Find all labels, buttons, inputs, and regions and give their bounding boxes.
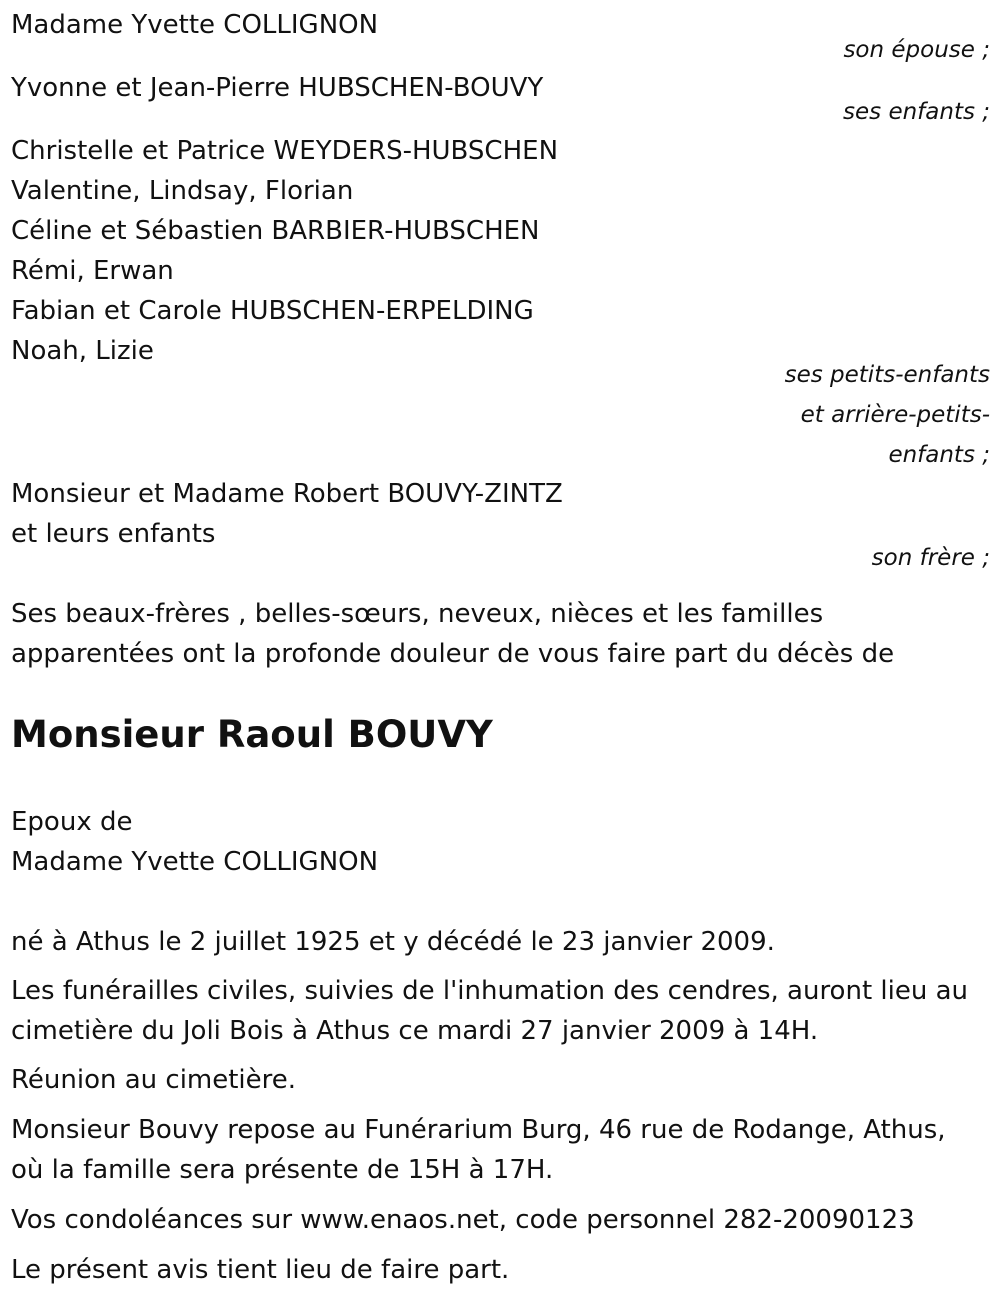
deceased-name: Monsieur Raoul BOUVY xyxy=(11,713,493,756)
children-relation: ses enfants ; xyxy=(843,99,990,125)
grandchildren-line-1: Christelle et Patrice WEYDERS-HUBSCHEN xyxy=(11,136,559,166)
funeral-line-2: cimetière du Joli Bois à Athus ce mardi 27 janvier 2009 à 14H. xyxy=(11,1016,819,1046)
grandchildren-relation-1: ses petits-enfants xyxy=(784,362,990,388)
funeral-line-1: Les funérailles civiles, suivies de l'inhumation des cendres, auront lieu au xyxy=(11,976,968,1006)
grandchildren-line-4: Rémi, Erwan xyxy=(11,256,174,286)
condolences-text: Vos condoléances sur www.enaos.net, code personnel 282-20090123 xyxy=(11,1205,915,1235)
brother-line-2: et leurs enfants xyxy=(11,519,216,549)
notice-text: Le présent avis tient lieu de faire part. xyxy=(11,1255,510,1285)
repose-line-2: où la famille sera présente de 15H à 17H. xyxy=(11,1155,554,1185)
spouse-relation: son épouse ; xyxy=(843,37,990,63)
grandchildren-line-5: Fabian et Carole HUBSCHEN-ERPELDING xyxy=(11,296,534,326)
extended-family-line-1: Ses beaux-frères , belles-sœurs, neveux, nièces et les familles xyxy=(11,599,824,629)
spouse-name: Madame Yvette COLLIGNON xyxy=(11,10,379,40)
reunion-text: Réunion au cimetière. xyxy=(11,1065,297,1095)
repose-line-1: Monsieur Bouvy repose au Funérarium Burg, 46 rue de Rodange, Athus, xyxy=(11,1115,946,1145)
extended-family-line-2: apparentées ont la profonde douleur de vous faire part du décès de xyxy=(11,639,895,669)
brother-relation: son frère ; xyxy=(871,545,990,571)
brother-line-1: Monsieur et Madame Robert BOUVY-ZINTZ xyxy=(11,479,563,509)
grandchildren-relation-3: enfants ; xyxy=(888,442,990,468)
grandchildren-line-6: Noah, Lizie xyxy=(11,336,154,366)
grandchildren-line-3: Céline et Sébastien BARBIER-HUBSCHEN xyxy=(11,216,540,246)
children-name: Yvonne et Jean-Pierre HUBSCHEN-BOUVY xyxy=(11,73,544,103)
spouse-of-line-2: Madame Yvette COLLIGNON xyxy=(11,847,379,877)
spouse-of-line-1: Epoux de xyxy=(11,807,133,837)
grandchildren-relation-2: et arrière-petits- xyxy=(800,402,990,428)
birth-death-text: né à Athus le 2 juillet 1925 et y décédé le 23 janvier 2009. xyxy=(11,927,775,957)
grandchildren-line-2: Valentine, Lindsay, Florian xyxy=(11,176,354,206)
